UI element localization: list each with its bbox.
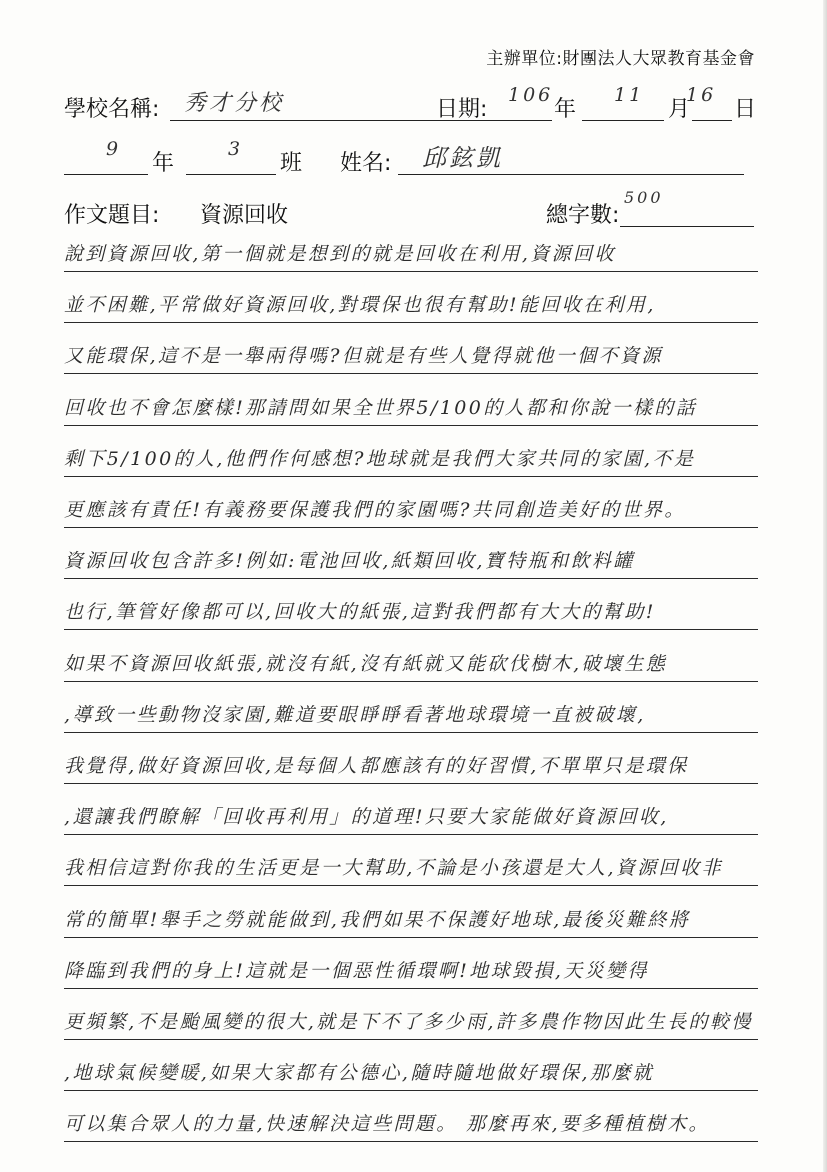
day-value: 16 (686, 84, 717, 106)
grade-value: 9 (106, 138, 122, 160)
essay-line: 也行,筆管好像都可以,回收大的紙張,這對我們都有大大的幫助! (64, 586, 758, 630)
essay-line: 我覺得,做好資源回收,是每個人都應該有的好習慣,不單單只是環保 (64, 740, 758, 784)
essay-line: 又能環保,這不是一舉兩得嗎?但就是有些人覺得就他一個不資源 (64, 330, 758, 374)
month-label: 月 (668, 97, 691, 122)
wordcount-value: 500 (624, 188, 664, 207)
essay-line: 說到資源回收,第一個就是想到的就是回收在利用,資源回收 (64, 228, 758, 272)
essay-line: 更應該有責任!有義務要保護我們的家園嗎?共同創造美好的世界。 (64, 484, 758, 528)
essay-line: 資源回收包含許多!例如:電池回收,紙類回收,寶特瓶和飲料罐 (64, 535, 758, 579)
topic-label: 作文題目: (64, 203, 160, 228)
essay-line: 更頻繁,不是颱風變的很大,就是下不了多少雨,許多農作物因此生長的較慢 (64, 996, 758, 1040)
grade-label: 年 (152, 151, 175, 176)
class-label: 班 (280, 151, 303, 176)
essay-line: 我相信這對你我的生活更是一大幫助,不論是小孩還是大人,資源回收非 (64, 842, 758, 886)
topic-value: 資源回收 (200, 203, 289, 228)
grade-name-row (64, 138, 764, 178)
essay-line: 剩下5/100的人,他們作何感想?地球就是我們大家共同的家園,不是 (64, 433, 758, 477)
essay-line: ,導致一些動物沒家園,難道要眼睜睜看著地球環境一直被破壞, (64, 689, 758, 733)
essay-line: ,還讓我們瞭解「回收再利用」的道理!只要大家能做好資源回收, (64, 791, 758, 835)
essay-line: ,地球氣候變暖,如果大家都有公德心,隨時隨地做好環保,那麼就 (64, 1047, 758, 1091)
year-value: 106 (508, 84, 554, 106)
name-label: 姓名: (340, 151, 392, 176)
topic-row (64, 188, 764, 230)
day-label: 日 (734, 97, 757, 122)
essay-line: 如果不資源回收紙張,就沒有紙,沒有紙就又能砍伐樹木,破壞生態 (64, 638, 758, 682)
school-date-row (64, 84, 764, 124)
school-value: 秀才分校 (184, 91, 285, 116)
month-value: 11 (614, 84, 645, 106)
essay-line: 並不困難,平常做好資源回收,對環保也很有幫助!能回收在利用, (64, 279, 758, 323)
essay-line: 常的簡單!舉手之勞就能做到,我們如果不保護好地球,最後災難終將 (64, 894, 758, 938)
scan-edge (823, 0, 827, 1172)
school-label: 學校名稱: (64, 97, 160, 122)
name-value: 邱鉉凱 (422, 144, 503, 172)
essay-line: 降臨到我們的身上!這就是一個惡性循環啊!地球毀損,天災變得 (64, 945, 758, 989)
class-value: 3 (228, 138, 244, 160)
essay-line: 回收也不會怎麼樣!那請問如果全世界5/100的人都和你說一樣的話 (64, 382, 758, 426)
essay-line: 可以集合眾人的力量,快速解決這些問題。 那麼再來,要多種植樹木。 (64, 1098, 758, 1142)
organizer-text: 主辦單位:財團法人大眾教育基金會 (486, 49, 755, 69)
date-label: 日期: (436, 97, 488, 122)
wordcount-label: 總字數: (546, 203, 620, 228)
year-label: 年 (554, 97, 577, 122)
